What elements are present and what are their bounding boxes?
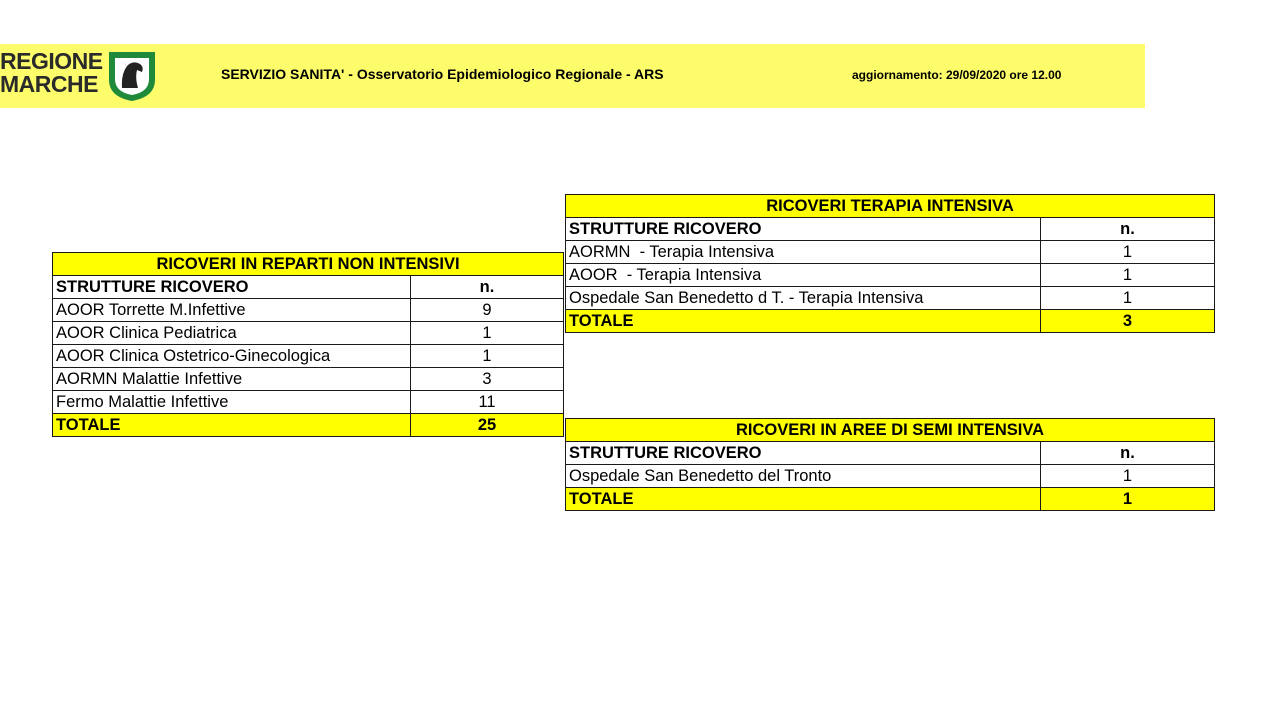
table-title-row [566, 195, 1215, 218]
structure-name: AOOR Clinica Ostetrico-Ginecologica [53, 345, 411, 368]
total-row [566, 310, 1215, 333]
table-row [53, 299, 564, 322]
table-row [566, 287, 1215, 310]
column-header-structure: STRUTTURE RICOVERO [566, 218, 1041, 241]
column-header-n: n. [1041, 218, 1215, 241]
structure-name: Ospedale San Benedetto d T. - Terapia Intensiva [566, 287, 1041, 310]
total-label: TOTALE [566, 310, 1041, 333]
logo-line-2: MARCHE [0, 71, 98, 97]
total-value: 25 [411, 414, 564, 437]
table-title: RICOVERI IN AREE DI SEMI INTENSIVA [566, 419, 1215, 442]
non-intensive-table [52, 252, 564, 437]
patient-count: 1 [1041, 287, 1215, 310]
update-timestamp: aggiornamento: 29/09/2020 ore 12.00 [852, 68, 1062, 82]
patient-count: 1 [1041, 465, 1215, 488]
table-title: RICOVERI TERAPIA INTENSIVA [566, 195, 1215, 218]
patient-count: 11 [411, 391, 564, 414]
structure-name: Ospedale San Benedetto del Tronto [566, 465, 1041, 488]
table-title-row [566, 419, 1215, 442]
table-row [53, 368, 564, 391]
total-label: TOTALE [566, 488, 1041, 511]
table-row [53, 391, 564, 414]
total-label: TOTALE [53, 414, 411, 437]
total-row [566, 488, 1215, 511]
semi-intensive-table [565, 418, 1215, 511]
patient-count: 1 [411, 345, 564, 368]
header-banner [0, 44, 1145, 108]
patient-count: 3 [411, 368, 564, 391]
patient-count: 1 [411, 322, 564, 345]
structure-name: Fermo Malattie Infettive [53, 391, 411, 414]
column-header-structure: STRUTTURE RICOVERO [566, 442, 1041, 465]
table-row [566, 241, 1215, 264]
table-title: RICOVERI IN REPARTI NON INTENSIVI [53, 253, 564, 276]
table-row [53, 322, 564, 345]
total-value: 3 [1041, 310, 1215, 333]
structure-name: AORMN - Terapia Intensiva [566, 241, 1041, 264]
regione-marche-logo [0, 50, 103, 96]
total-row [53, 414, 564, 437]
table-title-row [53, 253, 564, 276]
structure-name: AOOR Torrette M.Infettive [53, 299, 411, 322]
table-row [53, 345, 564, 368]
intensive-care-table [565, 194, 1215, 333]
patient-count: 1 [1041, 264, 1215, 287]
column-header-n: n. [411, 276, 564, 299]
column-header-n: n. [1041, 442, 1215, 465]
column-header-structure: STRUTTURE RICOVERO [53, 276, 411, 299]
structure-name: AOOR Clinica Pediatrica [53, 322, 411, 345]
patient-count: 9 [411, 299, 564, 322]
page-title: SERVIZIO SANITA' - Osservatorio Epidemiologico Regionale - ARS [221, 66, 664, 82]
structure-name: AOOR - Terapia Intensiva [566, 264, 1041, 287]
table-row [566, 264, 1215, 287]
table-header-row [566, 218, 1215, 241]
table-row [566, 465, 1215, 488]
structure-name: AORMN Malattie Infettive [53, 368, 411, 391]
total-value: 1 [1041, 488, 1215, 511]
logo-line-1: REGIONE [0, 48, 103, 74]
patient-count: 1 [1041, 241, 1215, 264]
table-header-row [566, 442, 1215, 465]
table-header-row [53, 276, 564, 299]
regional-shield-icon [107, 50, 157, 102]
